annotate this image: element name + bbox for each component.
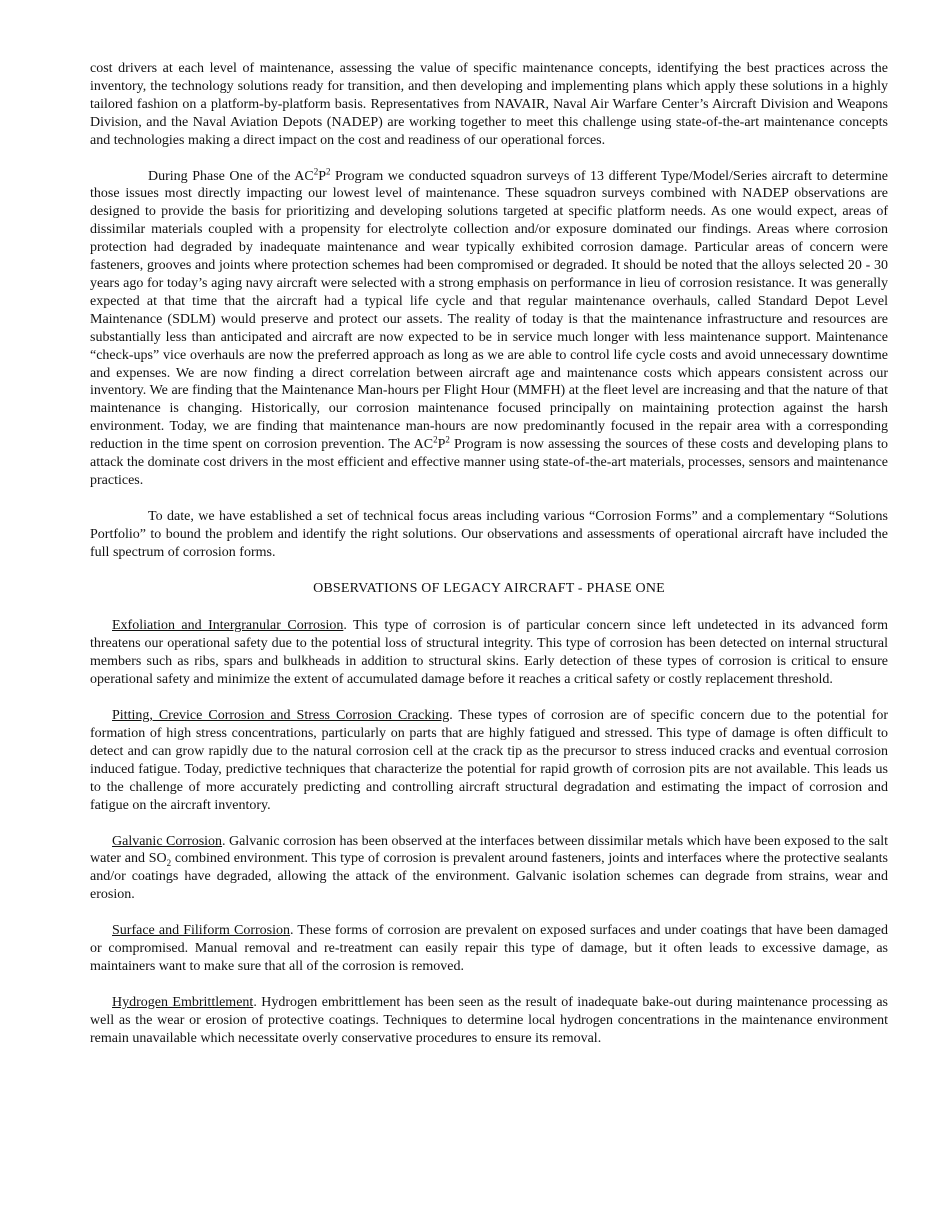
paragraph-intro-continued: cost drivers at each level of maintenance, assessing the value of specific maintenance concepts, identifying the best practices across the inventory, the technology solutions ready for transition, and then developing and implementing plans which apply these solutions in a highly tailored fashion on a platform-by-platform basis. Representatives from NAVAIR, Naval Air Warfare Center’s Aircraft Division and Weapons Division, and the Naval Aviation Depots (NADEP) are working together to meet this challenge using state-of-the-art maintenance concepts and technologies making a direct impact on the cost and readiness of our operational forces. — [90, 61, 888, 148]
section-body-galvanic-b: combined environment. This type of corrosion is prevalent around fasteners, joints and interfaces where the protective sealants and/or coatings have degraded, allowing the attack of the environment. Galvanic isolation schemes can degrade from strains, wear and erosion. — [90, 851, 888, 903]
section-body-surface-filiform: . These forms of corrosion are prevalent on exposed surfaces and under coatings that have been damaged or compromised. Manual removal and re-treatment can easily repair this type of damage, but it often leads to excessive damage, as maintainers want to make sure that all of the corrosion is removed. — [90, 923, 888, 974]
section-title-pitting: Pitting, Crevice Corrosion and Stress Corrosion Cracking — [112, 708, 450, 724]
section-body-pitting: . These types of corrosion are of specific concern due to the potential for formation of high stress concentrations, particularly on parts that are highly fatigued and stressed. This type of damage is often difficult to detect and can grow rapidly due to the natural corrosion cell at the crack tip as the precursor to stress induced cracks and eventual corrosion induced fatigue. Today, predictive techniques that characterize the potential for rapid growth of corrosion pits are not available. This leads us to the challenge of more accurately predicting and controlling aircraft structural degradation and estimating the impact of corrosion and fatigue on the aircraft inventory. — [90, 708, 889, 813]
section-exfoliation — [90, 617, 888, 689]
document-page — [90, 60, 888, 1066]
section-title-surface-filiform: Surface and Filiform Corrosion — [112, 923, 291, 939]
phase-one-text-c: Program we conducted squadron surveys of 13 different Type/Model/Series aircraft to determine those issues most directly impacting our lowest level of maintenance. These squadron surveys combined with NADEP observations are designed to provide the basis for prioritizing and developing solutions targeted at specific platform needs. As one would expect, areas of dissimilar materials coupled with a propensity for electrolyte collection and/or exposure dominated our findings. Areas where corrosion protection had degraded by inadequate maintenance and wear typically exhibited corrosion damage. Particular areas of concern were fasteners, grooves and joints where protection schemes had been compromised or degraded. It should be noted that the alloys selected 20 - 30 years ago for today’s aging navy aircraft were selected with a strong emphasis on performance in lieu of corrosion resistance. It was generally expected at that time that the aircraft had a typical life cycle and that regular maintenance overhauls, called Standard Depot Level Maintenance (SDLM) would preserve and protect our assets. The reality of today is that the maintenance infrastructure and resources are substantially less than anticipated and aircraft are now expected to be in service much longer with less maintenance support. Maintenance “check-ups” vice overhauls are now the preferred approach as long as we are able to control life cycle costs and avoid unnecessary downtime and expenses. We are now finding a direct correlation between aircraft age and maintenance costs which appears consistent across our inventory. We are finding that the Maintenance Man-hours per Flight Hour (MMFH) at the fleet level are increasing and that the nature of that maintenance is changing. Historically, our corrosion maintenance focused principally on maintaining protection against the harsh environment. Today, we are finding that maintenance man-hours are now predominantly focused in the repair area with a corresponding reduction in the time spent on corrosion prevention. The AC — [90, 168, 888, 453]
section-pitting — [90, 707, 888, 814]
section-body-exfoliation: . This type of corrosion is of particular concern since left undetected in its advanced form threatens our operational safety due to the potential loss of structural integrity. This type of corrosion has been detected on internal structural members such as ribs, spars and bulkheads in addition to structural skins. Early detection of these types of corrosion is critical to ensure operational safety and minimize the extent of accumulated damage before it reaches a critical safety or costly replacement threshold. — [90, 618, 888, 688]
paragraph-focus-areas: To date, we have established a set of technical focus areas including various “Corrosion Forms” and a complementary “Solutions Portfolio” to bound the problem and identify the right solutions. Our observations and assessments of operational aircraft have included the full spectrum of corrosion forms. — [90, 508, 888, 560]
superscript: 2 — [433, 434, 438, 445]
section-body-hydrogen: . Hydrogen embrittlement has been seen as the result of inadequate bake-out during maintenance processing as well as the wear or erosion of protective coatings. Techniques to determine local hydrogen concentrations in the maintenance environment remain unavailable which necessitate overly conservative procedures to ensure its removal. — [90, 994, 888, 1046]
section-title-galvanic: Galvanic Corrosion — [112, 833, 223, 849]
phase-one-text-a: During Phase One of the AC — [148, 168, 314, 184]
section-hydrogen — [90, 994, 888, 1048]
phase-one-text-e: Program is now assessing the sources of these costs and developing plans to attack the dominate cost drivers in the most efficient and effective manner using state-of-the-art materials, processes, sensors and maintenance practices. — [90, 437, 889, 488]
subscript: 2 — [166, 858, 172, 869]
section-surface-filiform — [90, 922, 888, 976]
section-galvanic — [90, 833, 888, 905]
section-title-hydrogen: Hydrogen Embrittlement — [112, 994, 254, 1010]
section-heading: OBSERVATIONS OF LEGACY AIRCRAFT - PHASE ONE — [313, 580, 665, 596]
superscript: 2 — [445, 434, 450, 445]
superscript: 2 — [326, 165, 331, 176]
superscript: 2 — [313, 165, 319, 176]
section-body-galvanic-a: . Galvanic corrosion has been observed at the interfaces between dissimilar metals which have been exposed to the salt water and SO — [90, 833, 889, 867]
phase-one-text-d: P — [437, 437, 446, 453]
paragraph-phase-one — [90, 165, 889, 490]
phase-one-text-b: P — [318, 168, 327, 184]
section-title-exfoliation: Exfoliation and Intergranular Corrosion — [112, 618, 344, 634]
